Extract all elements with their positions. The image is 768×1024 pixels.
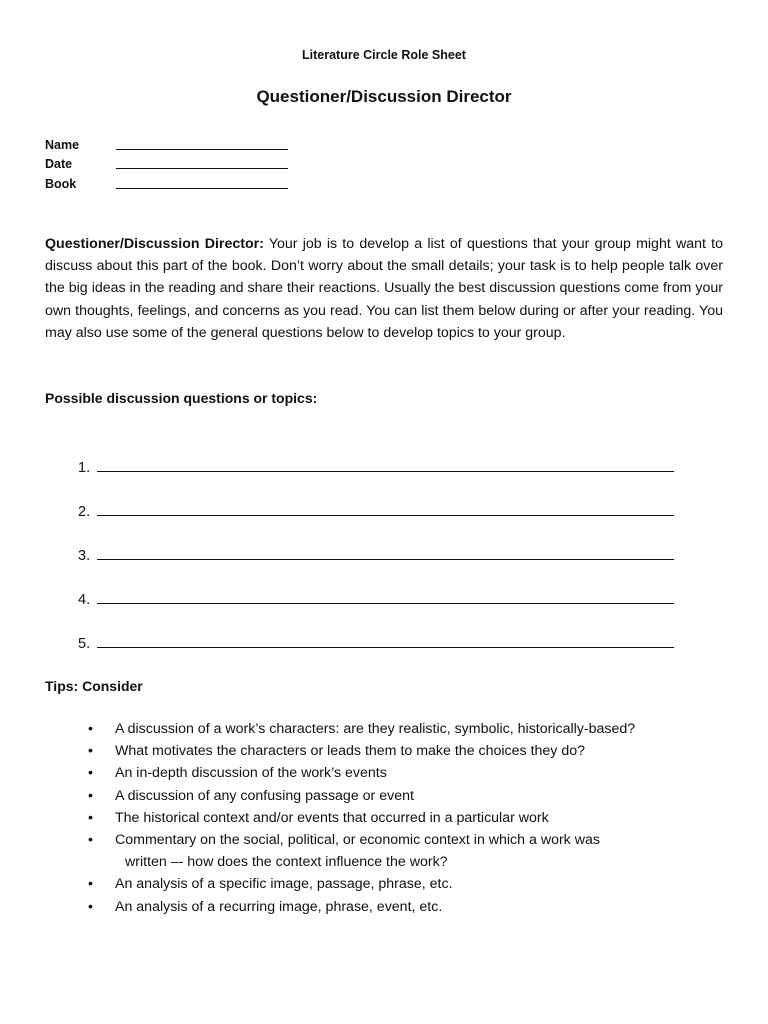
questions-list bbox=[78, 432, 678, 652]
document-title: Literature Circle Role Sheet bbox=[302, 48, 466, 62]
bullet-icon: • bbox=[88, 787, 93, 804]
date-blank-line[interactable] bbox=[116, 155, 288, 169]
question-number: 2. bbox=[78, 504, 91, 520]
date-field-row bbox=[45, 152, 305, 172]
tip-text: The historical context and/or events that occurred in a particular work bbox=[115, 809, 549, 826]
bullet-icon: • bbox=[88, 765, 93, 782]
tip-item-continuation bbox=[88, 851, 728, 873]
tip-text: An in-depth discussion of the work’s events bbox=[115, 765, 387, 782]
tip-text: A discussion of any confusing passage or event bbox=[115, 787, 414, 804]
tip-text: An analysis of a specific image, passage, phrase, etc. bbox=[115, 876, 453, 893]
question-blank-line[interactable] bbox=[97, 503, 674, 516]
question-row bbox=[78, 432, 678, 476]
tip-item bbox=[88, 785, 728, 807]
question-blank-line[interactable] bbox=[97, 547, 674, 560]
tips-heading: Tips: Consider bbox=[45, 678, 143, 694]
tip-item bbox=[88, 740, 728, 762]
bullet-icon: • bbox=[88, 876, 93, 893]
bullet-icon: • bbox=[88, 743, 93, 760]
question-number: 5. bbox=[78, 636, 91, 652]
tip-item bbox=[88, 718, 728, 740]
role-title: Questioner/Discussion Director bbox=[256, 87, 512, 106]
question-number: 1. bbox=[78, 460, 91, 476]
tip-text: An analysis of a recurring image, phrase, event, etc. bbox=[115, 898, 443, 915]
question-row bbox=[78, 608, 678, 652]
tip-item bbox=[88, 829, 728, 851]
question-row bbox=[78, 520, 678, 564]
book-blank-line[interactable] bbox=[116, 175, 288, 189]
tip-text: A discussion of a work’s characters: are they realistic, symbolic, historically-based? bbox=[115, 721, 636, 737]
questions-heading: Possible discussion questions or topics: bbox=[45, 390, 318, 406]
tip-item bbox=[88, 762, 728, 784]
tip-item bbox=[88, 807, 728, 829]
tip-item bbox=[88, 873, 728, 895]
role-description-body: Your job is to develop a list of questions that your group might want to discuss about this part of the book. Don’t worry about the small details; your task is to help people talk over the big ideas in the reading and share their reactions. Usually the best discussion questions come from your own thoughts, feelings, and concerns as you read. You can list them below during or after your reading. You may also use some of the general questions below to develop topics to your group. bbox=[45, 236, 723, 341]
book-label: Book bbox=[45, 176, 77, 191]
student-info-fields bbox=[45, 132, 305, 191]
tip-item bbox=[88, 896, 728, 918]
question-blank-line[interactable] bbox=[97, 591, 674, 604]
date-label: Date bbox=[45, 157, 73, 171]
bullet-icon: • bbox=[88, 832, 93, 849]
bullet-icon: • bbox=[88, 721, 93, 737]
question-blank-line[interactable] bbox=[97, 459, 674, 472]
question-number: 4. bbox=[78, 592, 91, 608]
role-description bbox=[45, 233, 723, 344]
question-row bbox=[78, 564, 678, 608]
tips-list bbox=[88, 718, 728, 918]
tip-text: written –- how does the context influence the work? bbox=[125, 854, 448, 871]
tip-text: What motivates the characters or leads them to make the choices they do? bbox=[115, 743, 585, 760]
question-number: 3. bbox=[78, 548, 91, 564]
book-field-row bbox=[45, 171, 305, 191]
name-blank-line[interactable] bbox=[116, 136, 288, 150]
tip-text: Commentary on the social, political, or economic context in which a work was bbox=[115, 832, 600, 849]
role-description-lead: Questioner/Discussion Director: bbox=[45, 236, 264, 252]
question-blank-line[interactable] bbox=[97, 635, 674, 648]
bullet-icon: • bbox=[88, 898, 93, 915]
name-label: Name bbox=[45, 137, 80, 152]
name-field-row bbox=[45, 132, 305, 152]
bullet-icon: • bbox=[88, 809, 93, 826]
question-row bbox=[78, 476, 678, 520]
